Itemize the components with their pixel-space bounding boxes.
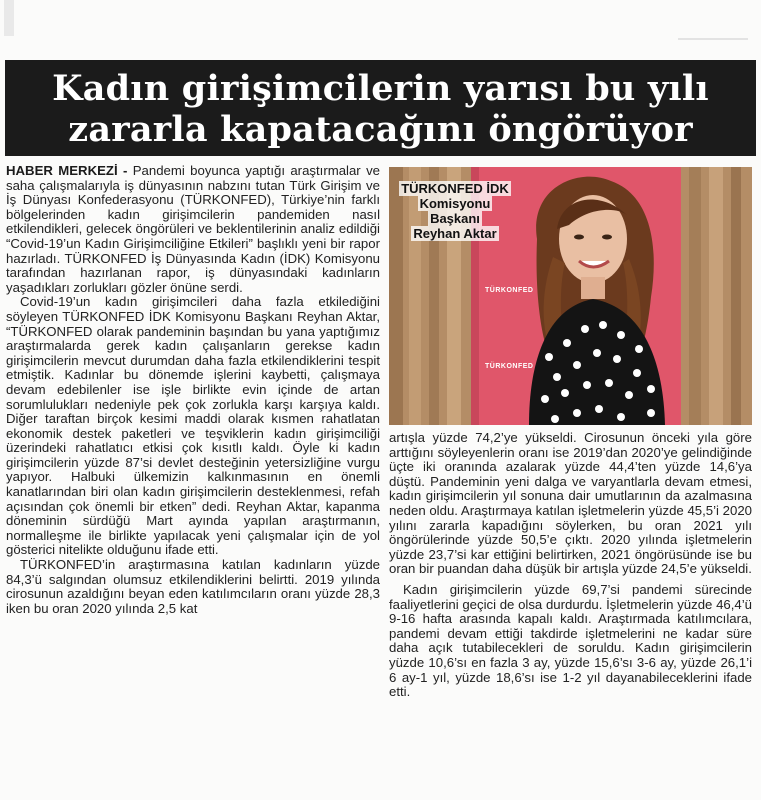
lead-text: Pandemi boyunca yaptığı araştırmalar ve saha çalışmalarıyla iş dünyasının nabzını tutan Türk Girişim ve İş Dünyası Konfederasyonu (TÜRKONFED), Türkiye’nin farklı bölgelerinden kadın girişimcilerin pandemiden nasıl etkilendikleri, gelecek öngörüleri ve beklentilerinin analiz edildiği “Covid-19’un Kadın Girişimciliğine Etkileri” başlıklı yeni bir rapor hazırladı. TÜRKONFED İş Dünyasında Kadın (İDK) Komisyonu tarafından hazırlanan rapor, iş dünyasındaki kadınların yaşadıkları zorlukları gözler önüne serdi. [6,163,380,295]
photo-caption [395,181,515,241]
headline-line-2: zararla kapatacağını öngörüyor [68,109,693,150]
caption-line: Başkanı [430,211,480,226]
headline-band [5,60,756,156]
caption-line: Reyhan Aktar [413,226,497,241]
caption-line: Komisyonu [419,196,491,211]
page-edge-mark [4,0,14,36]
caption-line: TÜRKONFED İDK [401,181,509,196]
lead-paragraph [6,164,380,295]
article-headline [5,68,756,150]
paragraph-3-start: TÜRKONFED’in araştırmasına katılan kadınların yüzde 84,3’ü salgından olumsuz etkilendiklerini belirtti. 2019 yılında cirosunun azaldığını beyan eden katılımcıların oranı yüzde 28,3 iken bu oran 2020 yılında 2,5 kat [6,557,380,616]
paragraph-3-end: artışla yüzde 74,2’ye yükseldi. Cirosunun önceki yıla göre arttığını söyleyenlerin oranı ise 2019’dan 2020’ye gelindiğinde üçte iki oranında azalarak yüzde 44,4’ten yüzde 14,6’ya düştü. Pandeminin yeni dalga ve varyantlarla devam etmesi, kadın girişimcilerin yıl sonuna dair umutlarının da azalmasına neden oldu. Araştırmaya katılan işletmelerin yüzde 45,5’i 2020 yılını zararla kapadığını söylerken, bu oran 2021 yılı öngörülerinde yüzde 50,5’e çıktı. 2020 yılında işletmelerin yüzde 23,7’si kar ettiğini belirtirken, 2021 öngörüsünde ise bu oran bir puandan daha düşük bir artışla yüzde 24,5’e yükseldi. [389,430,752,577]
paragraph-4: Kadın girişimcilerin yüzde 69,7’si pandemi sürecinde faaliyetlerini geçici de olsa durdurdu. İşletmelerin yüzde 46,4’ü 9-16 hafta arasında kapalı kaldı. Araştırmada katılımcılara, pandemi devam ettiği takdirde işletmelerini ne kadar süre daha açık tutabilecekleri de soruldu. Kadın girişimcilerin yüzde 10,6’sı en fazla 3 ay, yüzde 15,6’sı 3-6 ay, yüzde 26,1’i 6 ay-1 yıl, yüzde 18,6’sı ise 1-2 yıl dayanabileceklerini ifade etti. [389,581,752,700]
paragraph-2: Covid-19’un kadın girişimcileri daha fazla etkilediğini söyleyen TÜRKONFED İDK Komisyonu Başkanı Reyhan Aktar, “TÜRKONFED olarak pandeminin başından bu yana yaptığımız araştırmalarda gerek kadın çalışanların gerekse kadın girişimcilerin mevcut durumdan daha fazla etkilendiklerini tespit etmiştik. Kadınlar bu dönemde işlerini kaybetti, çalışmaya devam edebilenler ise işle birlikte evin içinde de artan sorumlulukları nedeniyle pek çok zorlukla karşı karşıya kaldı. Diğer taraftan birçok kesimi maddi olarak kısmen rahatlatan ekonomik destek paketleri ve teşviklerin kadın girişimciliği üzerindeki rahatlatıcı etkisi çok kısıtlı kaldı. Öyle ki kadın girişimcilerin yüzde 87’si devlet desteğinin yetersizliğine vurgu yapıyor. Halbuki ülkemizin kalkınmasının en önemli kanatlarından biri olan kadın girişimcilerin desteklenmesi, refah açısından çok önemli bir etken” dedi. Reyhan Aktar, kapanma döneminin sürdüğü Mart ayında yapılan araştırmanın, normalleşme ile birlikte yapılacak yeni çalışmalar için de yol gösterici nitelikte olduğunu ifade etti. [6,294,380,558]
article-column-right [389,431,752,700]
backdrop-logo: TÜRKONFED [485,363,534,370]
byline: HABER MERKEZİ - [6,163,128,178]
backdrop-logo: TÜRKONFED [485,287,534,294]
article-photo [389,167,752,425]
top-rule-divider [678,38,748,40]
article-column-left [6,164,380,616]
headline-line-1: Kadın girişimcilerin yarısı bu yılı [52,68,709,109]
